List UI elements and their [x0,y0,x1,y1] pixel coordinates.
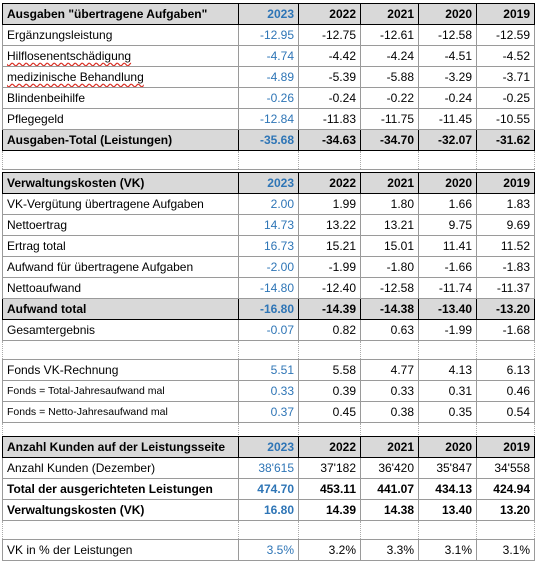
value-cell: -3.71 [477,67,535,88]
row-label: Fonds = Netto-Jahresaufwand mal [3,402,239,423]
year-header: 2019 [477,173,535,194]
year-header: 2021 [361,173,419,194]
row-label: Blindenbeihilfe [3,88,239,109]
table-row [3,458,535,479]
empty-cell [477,151,535,170]
empty-cell [3,151,239,170]
empty-cell [477,521,535,540]
value-cell: 3.1% [477,540,535,561]
row-label: Nettoertrag [3,215,239,236]
value-cell: 424.94 [477,479,535,500]
value-cell: -11.37 [477,278,535,299]
table-row [3,540,535,561]
value-cell: 13.22 [299,215,361,236]
year-header: 2023 [239,4,299,25]
section-header [3,173,535,194]
value-cell: 5.51 [239,360,299,381]
value-cell: 35'847 [419,458,477,479]
table-row [3,236,535,257]
value-cell: 15.21 [299,236,361,257]
value-cell: 14.73 [239,215,299,236]
table-row [3,278,535,299]
year-header: 2022 [299,4,361,25]
value-cell: 0.46 [477,381,535,402]
year-header: 2021 [361,437,419,458]
value-cell: 37'182 [299,458,361,479]
row-label: VK-Vergütung übertragene Aufgaben [3,194,239,215]
table-row [3,215,535,236]
value-cell: -4.42 [299,46,361,67]
total-row [3,299,535,320]
table-row [3,25,535,46]
value-cell: 15.01 [361,236,419,257]
row-label: Verwaltungskosten (VK) [3,500,239,521]
value-cell: 1.66 [419,194,477,215]
value-cell: 1.99 [299,194,361,215]
value-cell: -10.55 [477,109,535,130]
value-cell: -4.52 [477,46,535,67]
year-header: 2020 [419,4,477,25]
year-header: 2023 [239,173,299,194]
table-row [3,88,535,109]
row-label: Ausgaben-Total (Leistungen) [3,130,239,151]
year-header: 2021 [361,4,419,25]
value-cell: 434.13 [419,479,477,500]
value-cell: -1.80 [361,257,419,278]
row-label: Pflegegeld [3,109,239,130]
year-header: 2022 [299,437,361,458]
value-cell: -12.84 [239,109,299,130]
table-row [3,320,535,341]
year-header: 2019 [477,437,535,458]
value-cell: 3.5% [239,540,299,561]
admin-costs-table [2,172,535,442]
row-label: VK in % der Leistungen [3,540,239,561]
total-row [3,130,535,151]
value-cell: 14.39 [299,500,361,521]
value-cell: 1.83 [477,194,535,215]
row-label: Ertrag total [3,236,239,257]
table-row [3,381,535,402]
value-cell: 13.40 [419,500,477,521]
value-cell: 11.41 [419,236,477,257]
value-cell: 9.75 [419,215,477,236]
value-cell: -12.75 [299,25,361,46]
value-cell: 0.39 [299,381,361,402]
empty-cell [419,151,477,170]
table-row [3,500,535,521]
value-cell: -12.58 [361,278,419,299]
value-cell: 0.82 [299,320,361,341]
value-cell: -5.88 [361,67,419,88]
value-cell: -0.22 [361,88,419,109]
empty-cell [299,521,361,540]
value-cell: -0.25 [477,88,535,109]
value-cell: 6.13 [477,360,535,381]
value-cell: 0.33 [361,381,419,402]
value-cell: -13.40 [419,299,477,320]
value-cell: 4.77 [361,360,419,381]
value-cell: -0.24 [419,88,477,109]
value-cell: -14.80 [239,278,299,299]
section-title: Verwaltungskosten (VK) [3,173,239,194]
row-label: Fonds VK-Rechnung [3,360,239,381]
value-cell: -35.68 [239,130,299,151]
value-cell: 13.20 [477,500,535,521]
value-cell: 11.52 [477,236,535,257]
table-row [3,360,535,381]
value-cell: 34'558 [477,458,535,479]
value-cell: -3.29 [419,67,477,88]
value-cell: -13.20 [477,299,535,320]
value-cell: -0.24 [299,88,361,109]
value-cell: -11.74 [419,278,477,299]
value-cell: -1.99 [419,320,477,341]
value-cell: 0.45 [299,402,361,423]
value-cell: -34.63 [299,130,361,151]
value-cell: -14.38 [361,299,419,320]
value-cell: -1.99 [299,257,361,278]
value-cell: 3.1% [419,540,477,561]
value-cell: 13.21 [361,215,419,236]
value-cell: 16.73 [239,236,299,257]
value-cell: -12.61 [361,25,419,46]
empty-cell [299,341,361,360]
value-cell: 0.31 [419,381,477,402]
value-cell: -1.66 [419,257,477,278]
table-row [3,479,535,500]
value-cell: 38'615 [239,458,299,479]
value-cell: -32.07 [419,130,477,151]
empty-cell [361,341,419,360]
table-row [3,67,535,88]
expenses-table [2,3,535,170]
row-label: Anzahl Kunden (Dezember) [3,458,239,479]
value-cell: -11.45 [419,109,477,130]
value-cell: 453.11 [299,479,361,500]
value-cell: -34.70 [361,130,419,151]
value-cell: 3.2% [299,540,361,561]
row-label: Hilflosenentschädigung [3,46,239,67]
empty-cell [239,341,299,360]
empty-cell [419,341,477,360]
value-cell: 36'420 [361,458,419,479]
empty-cell [299,151,361,170]
row-label: Aufwand total [3,299,239,320]
row-label: Aufwand für übertragene Aufgaben [3,257,239,278]
year-header: 2022 [299,173,361,194]
value-cell: -31.62 [477,130,535,151]
row-label: Gesamtergebnis [3,320,239,341]
value-cell: 5.58 [299,360,361,381]
section-title: Ausgaben "übertragene Aufgaben" [3,4,239,25]
table-row [3,402,535,423]
value-cell: 2.00 [239,194,299,215]
value-cell: 0.63 [361,320,419,341]
value-cell: -14.39 [299,299,361,320]
value-cell: -1.83 [477,257,535,278]
value-cell: -4.24 [361,46,419,67]
empty-cell [361,151,419,170]
value-cell: -12.58 [419,25,477,46]
value-cell: -5.39 [299,67,361,88]
value-cell: -0.26 [239,88,299,109]
empty-cell [239,521,299,540]
year-header: 2023 [239,437,299,458]
empty-cell [3,341,239,360]
value-cell: -12.59 [477,25,535,46]
value-cell: -12.40 [299,278,361,299]
empty-cell [3,521,239,540]
value-cell: 441.07 [361,479,419,500]
value-cell: 14.38 [361,500,419,521]
value-cell: -4.89 [239,67,299,88]
table-row [3,194,535,215]
row-label: medizinische Behandlung [3,67,239,88]
row-label: Total der ausgerichteten Leistungen [3,479,239,500]
value-cell: 0.54 [477,402,535,423]
year-header: 2020 [419,437,477,458]
value-cell: 0.33 [239,381,299,402]
value-cell: 0.35 [419,402,477,423]
value-cell: -16.80 [239,299,299,320]
value-cell: -1.68 [477,320,535,341]
table-row [3,109,535,130]
section-header [3,4,535,25]
value-cell: 16.80 [239,500,299,521]
value-cell: 1.80 [361,194,419,215]
value-cell: 0.38 [361,402,419,423]
value-cell: 0.37 [239,402,299,423]
value-cell: -12.95 [239,25,299,46]
value-cell: -11.75 [361,109,419,130]
row-label: Ergänzungsleistung [3,25,239,46]
spacer-row [3,341,535,360]
section-header [3,437,535,458]
value-cell: -0.07 [239,320,299,341]
section-title: Anzahl Kunden auf der Leistungsseite [3,437,239,458]
row-label: Fonds = Total-Jahresaufwand mal [3,381,239,402]
value-cell: 474.70 [239,479,299,500]
spacer-row [3,151,535,170]
empty-cell [477,341,535,360]
year-header: 2019 [477,4,535,25]
row-label: Nettoaufwand [3,278,239,299]
value-cell: 3.3% [361,540,419,561]
value-cell: -2.00 [239,257,299,278]
value-cell: -4.74 [239,46,299,67]
value-cell: 4.13 [419,360,477,381]
table-row [3,46,535,67]
value-cell: -11.83 [299,109,361,130]
empty-cell [361,521,419,540]
table-row [3,257,535,278]
spacer-row [3,521,535,540]
value-cell: -4.51 [419,46,477,67]
empty-cell [419,521,477,540]
empty-cell [239,151,299,170]
value-cell: 9.69 [477,215,535,236]
customers-table [2,436,535,561]
year-header: 2020 [419,173,477,194]
